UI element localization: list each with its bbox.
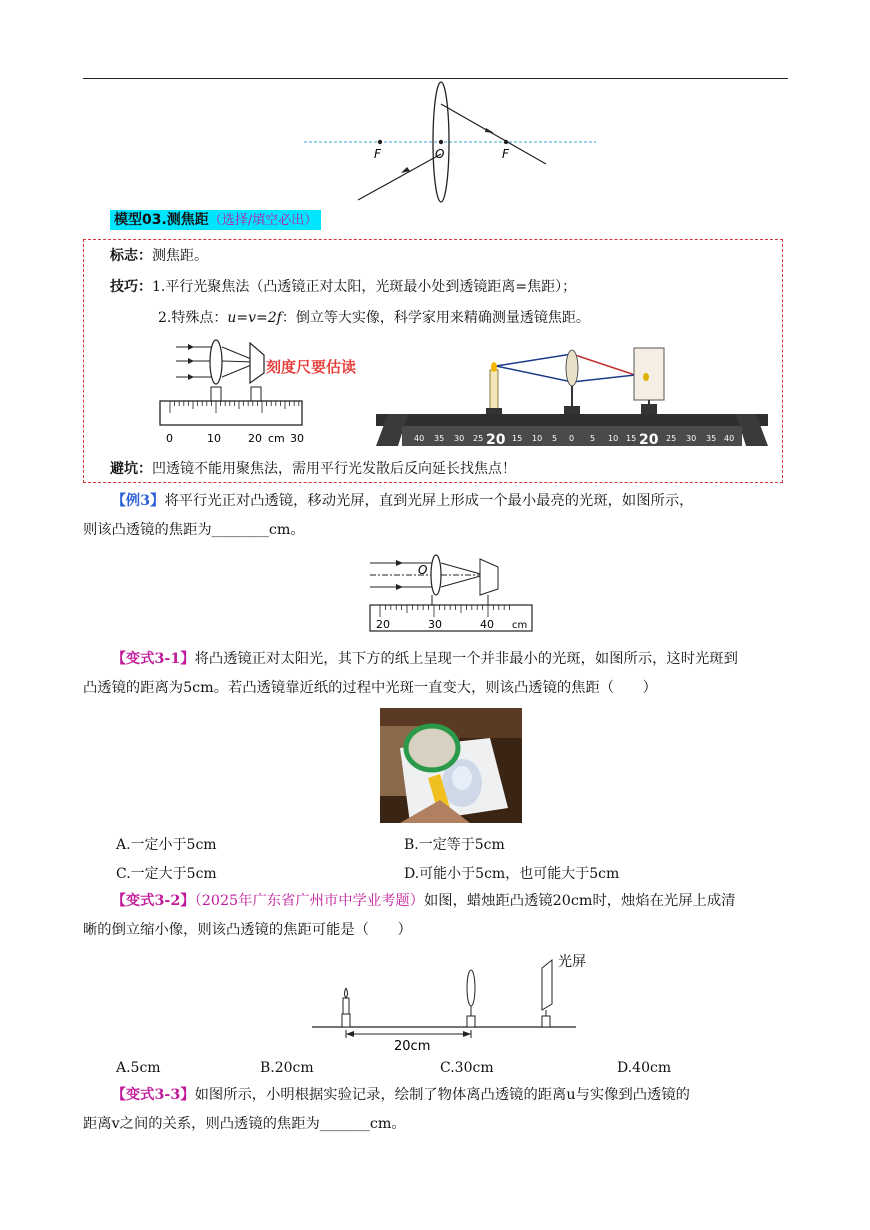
- bench-tick: 10: [608, 434, 619, 443]
- sign-text: 测焦距。: [152, 248, 208, 264]
- sign-label: 标志：: [110, 248, 152, 264]
- variant-3-3-line-2: 距离v之间的关系，则凸透镜的焦距为_______cm。: [83, 1116, 406, 1132]
- ruler-unit: cm: [268, 432, 285, 445]
- example-3-line-2: 则该凸透镜的焦距为________cm。: [83, 522, 305, 538]
- variant-3-2-line-2: 晰的倒立缩小像，则该凸透镜的焦距可能是（ ）: [83, 922, 412, 938]
- ruler-tick-10: 10: [207, 432, 221, 445]
- incident-ray: [358, 154, 441, 200]
- avoid-line: [110, 459, 516, 479]
- ray-arrow: [485, 128, 494, 133]
- bench-tick: 15: [512, 434, 523, 443]
- bench-tick: 35: [706, 434, 717, 443]
- variant-3-2-text-1: 如图，蜡烛距凸透镜20cm时，烛焰在光屏上成清: [424, 893, 736, 909]
- example-3-label: 【例3】: [111, 493, 165, 509]
- bench-tick: 15: [626, 434, 637, 443]
- variant-3-2-label: 【变式3-2】: [111, 893, 195, 909]
- bench-tick: 25: [473, 434, 484, 443]
- bench-tick: 5: [590, 434, 596, 443]
- model-title: 模型03.测焦距: [114, 212, 209, 228]
- tip-line-2: [158, 308, 590, 328]
- variant-3-2-source: （2025年广东省广州市中学业考题）: [194, 893, 425, 909]
- model-note: （选择/填空必出）: [208, 213, 318, 228]
- tip-2-formula: u=v=2f: [227, 310, 282, 326]
- f-right-label: F: [502, 147, 509, 161]
- bench-tick: 30: [686, 434, 697, 443]
- variant-3-1-line-2: 凸透镜的距离为5cm。若凸透镜靠近纸的过程中光斑一直变大，则该凸透镜的焦距（ ）: [83, 680, 657, 696]
- focus-point-right: [504, 140, 508, 144]
- example-3-figure: [366, 553, 536, 633]
- bench-tick: 40: [414, 434, 425, 443]
- optical-bench-figure: [372, 342, 772, 450]
- tip-1-text: 1.平行光聚焦法（凸透镜正对太阳，光斑最小处到透镜距离=焦距）；: [152, 279, 577, 295]
- ex3-unit: cm: [512, 620, 528, 631]
- candle-lens-screen-figure: [310, 950, 586, 1055]
- bench-tick: 5: [552, 434, 558, 443]
- bench-lens: [566, 350, 578, 386]
- model-heading: [110, 210, 321, 230]
- bench-tick: 35: [434, 434, 445, 443]
- variant-3-2: [83, 887, 788, 916]
- option-b[interactable]: B.20cm: [260, 1060, 314, 1076]
- figure-screen: [542, 960, 552, 1010]
- parallel-light-figure: [158, 335, 308, 450]
- option-c[interactable]: C.一定大于5cm: [116, 866, 217, 882]
- lens-ray-diagram: [300, 82, 600, 204]
- option-d[interactable]: D.40cm: [617, 1060, 672, 1076]
- top-rule: [83, 78, 788, 79]
- bench-tick: 10: [532, 434, 543, 443]
- bench-screen: [634, 348, 664, 400]
- variant-3-3: [83, 1081, 788, 1110]
- ruler-tick-0: 0: [166, 432, 173, 445]
- tip-line-1: [110, 277, 576, 297]
- option-d[interactable]: D.可能小于5cm，也可能大于5cm: [404, 866, 620, 882]
- o-label: O: [435, 147, 445, 161]
- refracted-ray: [441, 104, 546, 164]
- bench-tick: 30: [454, 434, 465, 443]
- lens-shape: [210, 340, 222, 384]
- ruler-tick-30: 30: [290, 432, 304, 445]
- ex3-lens: [431, 555, 441, 595]
- tip-2-prefix: 2.特殊点：: [158, 310, 228, 326]
- screen-label: 光屏: [558, 954, 586, 970]
- magnifier-photo: [380, 708, 522, 823]
- avoid-label: 避坑：: [110, 461, 152, 477]
- screen-shape: [250, 343, 264, 383]
- option-a[interactable]: A.一定小于5cm: [116, 837, 217, 853]
- avoid-text: 凹透镜不能用聚焦法，需用平行光发散后反向延长找焦点！: [152, 461, 516, 477]
- optical-center: [439, 140, 443, 144]
- example-3-text-1: 将平行光正对凸透镜，移动光屏，直到光屏上形成一个最小最亮的光斑，如图所示，: [164, 493, 694, 509]
- candle-flame: [491, 362, 497, 372]
- option-c[interactable]: C.30cm: [440, 1060, 494, 1076]
- bench-tick: 40: [724, 434, 735, 443]
- variant-3-1-text-1: 将凸透镜正对太阳光，其下方的纸上呈现一个并非最小的光斑，如图所示，这时光斑到: [194, 651, 738, 667]
- magnifier-lens: [406, 726, 458, 770]
- ex3-tick-30: 30: [428, 618, 442, 631]
- ruler-estimate-note: 刻度尺要估读: [266, 358, 357, 376]
- example-3: [83, 487, 788, 516]
- sign-line: [110, 246, 208, 266]
- bench-tick: 25: [666, 434, 677, 443]
- bench-tick-20-left: 20: [486, 432, 506, 448]
- ex3-ruler: [370, 605, 532, 631]
- option-a[interactable]: A.5cm: [116, 1060, 161, 1076]
- ex3-tick-20: 20: [376, 618, 390, 631]
- tip-label: 技巧：: [110, 279, 152, 295]
- bench-tick: 0: [569, 434, 575, 443]
- option-b[interactable]: B.一定等于5cm: [404, 837, 505, 853]
- candle: [490, 370, 498, 410]
- tip-2-suffix: ：倒立等大实像，科学家用来精确测量透镜焦距。: [281, 310, 590, 326]
- focus-point-left: [378, 140, 382, 144]
- ex3-tick-40: 40: [480, 618, 494, 631]
- bench-tick-20-right: 20: [639, 432, 659, 448]
- ruler-tick-20: 20: [248, 432, 262, 445]
- variant-3-1: [83, 645, 788, 674]
- bench-rail: [376, 414, 768, 426]
- distance-label: 20cm: [394, 1039, 431, 1054]
- ex3-screen: [480, 559, 498, 595]
- ex3-o-label: O: [418, 563, 428, 577]
- figure-lens: [467, 970, 475, 1006]
- variant-3-3-text-1: 如图所示，小明根据实验记录，绘制了物体离凸透镜的距离u与实像到凸透镜的: [194, 1087, 690, 1103]
- variant-3-3-label: 【变式3-3】: [111, 1087, 195, 1103]
- f-left-label: F: [374, 147, 381, 161]
- variant-3-1-label: 【变式3-1】: [111, 651, 195, 667]
